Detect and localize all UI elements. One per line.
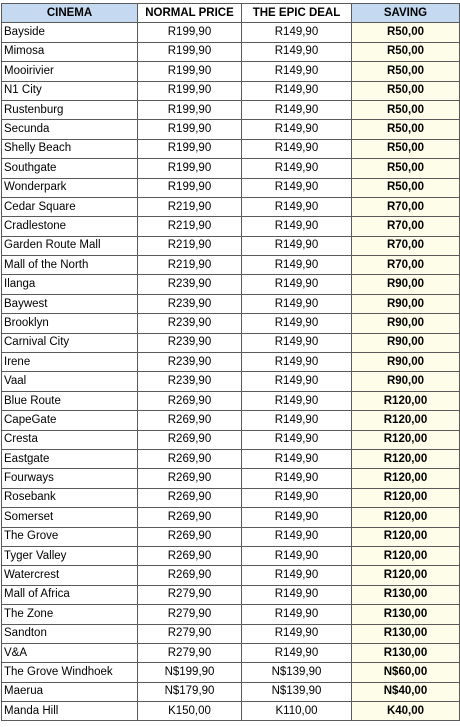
cinema-name-cell: Mall of Africa [2, 585, 138, 604]
cinema-name-cell: Cradlestone [2, 217, 138, 236]
header-epic-deal: THE EPIC DEAL [242, 4, 352, 23]
cinema-name-cell: Irene [2, 353, 138, 372]
cinema-name-cell: Mall of the North [2, 256, 138, 275]
normal-price-cell: R269,90 [138, 527, 242, 546]
cinema-name-cell: Cedar Square [2, 197, 138, 216]
epic-deal-cell: R149,90 [242, 372, 352, 391]
table-row [2, 391, 460, 410]
cinema-name-cell: CapeGate [2, 411, 138, 430]
cinema-name-cell: Maerua [2, 682, 138, 701]
cinema-name-cell: Secunda [2, 120, 138, 139]
epic-deal-cell: R149,90 [242, 353, 352, 372]
header-row [2, 4, 460, 23]
table-row [2, 333, 460, 352]
normal-price-cell: R219,90 [138, 197, 242, 216]
table-row [2, 624, 460, 643]
normal-price-cell: R239,90 [138, 353, 242, 372]
normal-price-cell: R269,90 [138, 508, 242, 527]
header-cinema: CINEMA [2, 4, 138, 23]
header-normal-price: NORMAL PRICE [138, 4, 242, 23]
saving-cell: R50,00 [352, 62, 460, 81]
table-row [2, 546, 460, 565]
saving-cell: R120,00 [352, 546, 460, 565]
epic-deal-cell: R149,90 [242, 643, 352, 662]
table-row [2, 566, 460, 585]
normal-price-cell: R199,90 [138, 139, 242, 158]
normal-price-cell: R199,90 [138, 100, 242, 119]
table-row [2, 159, 460, 178]
normal-price-cell: R199,90 [138, 120, 242, 139]
saving-cell: K40,00 [352, 702, 460, 721]
table-row [2, 314, 460, 333]
table-row [2, 100, 460, 119]
saving-cell: R120,00 [352, 391, 460, 410]
saving-cell: R70,00 [352, 197, 460, 216]
cinema-name-cell: N1 City [2, 81, 138, 100]
table-row [2, 81, 460, 100]
epic-deal-cell: R149,90 [242, 23, 352, 42]
table-row [2, 120, 460, 139]
epic-deal-cell: R149,90 [242, 62, 352, 81]
epic-deal-cell: R149,90 [242, 566, 352, 585]
table-row [2, 508, 460, 527]
cinema-name-cell: The Grove [2, 527, 138, 546]
saving-cell: R90,00 [352, 333, 460, 352]
cinema-name-cell: Vaal [2, 372, 138, 391]
epic-deal-cell: R149,90 [242, 605, 352, 624]
normal-price-cell: R239,90 [138, 294, 242, 313]
epic-deal-cell: R149,90 [242, 294, 352, 313]
epic-deal-cell: R149,90 [242, 314, 352, 333]
epic-deal-cell: R149,90 [242, 178, 352, 197]
normal-price-cell: R269,90 [138, 546, 242, 565]
epic-deal-cell: R149,90 [242, 100, 352, 119]
cinema-name-cell: Eastgate [2, 449, 138, 468]
normal-price-cell: R279,90 [138, 585, 242, 604]
header-saving: SAVING [352, 4, 460, 23]
cinema-name-cell: Brooklyn [2, 314, 138, 333]
saving-cell: R130,00 [352, 643, 460, 662]
cinema-name-cell: Mimosa [2, 42, 138, 61]
cinema-name-cell: V&A [2, 643, 138, 662]
saving-cell: R50,00 [352, 42, 460, 61]
normal-price-cell: R239,90 [138, 314, 242, 333]
cinema-name-cell: Bayside [2, 23, 138, 42]
normal-price-cell: R219,90 [138, 256, 242, 275]
cinema-name-cell: Ilanga [2, 275, 138, 294]
table-row [2, 527, 460, 546]
table-row [2, 217, 460, 236]
normal-price-cell: R219,90 [138, 236, 242, 255]
table-row [2, 256, 460, 275]
cinema-name-cell: Sandton [2, 624, 138, 643]
normal-price-cell: R269,90 [138, 449, 242, 468]
table-row [2, 663, 460, 682]
cinema-name-cell: Cresta [2, 430, 138, 449]
table-row [2, 42, 460, 61]
cinema-name-cell: The Zone [2, 605, 138, 624]
epic-deal-cell: R149,90 [242, 546, 352, 565]
epic-deal-cell: R149,90 [242, 488, 352, 507]
epic-deal-cell: R149,90 [242, 256, 352, 275]
saving-cell: R120,00 [352, 469, 460, 488]
normal-price-cell: R279,90 [138, 624, 242, 643]
epic-deal-cell: R149,90 [242, 217, 352, 236]
epic-deal-cell: K110,00 [242, 702, 352, 721]
table-row [2, 139, 460, 158]
normal-price-cell: R199,90 [138, 23, 242, 42]
table-header [2, 4, 460, 23]
saving-cell: R90,00 [352, 275, 460, 294]
normal-price-cell: R219,90 [138, 217, 242, 236]
cinema-name-cell: Fourways [2, 469, 138, 488]
normal-price-cell: R239,90 [138, 333, 242, 352]
saving-cell: R90,00 [352, 353, 460, 372]
saving-cell: N$60,00 [352, 663, 460, 682]
table-row [2, 449, 460, 468]
saving-cell: R130,00 [352, 605, 460, 624]
epic-deal-cell: R149,90 [242, 391, 352, 410]
saving-cell: R120,00 [352, 430, 460, 449]
epic-deal-cell: R149,90 [242, 333, 352, 352]
table-row [2, 682, 460, 701]
table-row [2, 353, 460, 372]
table-row [2, 585, 460, 604]
saving-cell: R50,00 [352, 178, 460, 197]
epic-deal-cell: R149,90 [242, 81, 352, 100]
cinema-name-cell: Watercrest [2, 566, 138, 585]
normal-price-cell: K150,00 [138, 702, 242, 721]
normal-price-cell: R239,90 [138, 275, 242, 294]
epic-deal-cell: R149,90 [242, 585, 352, 604]
normal-price-cell: R239,90 [138, 372, 242, 391]
normal-price-cell: N$179,90 [138, 682, 242, 701]
saving-cell: R70,00 [352, 256, 460, 275]
cinema-name-cell: Shelly Beach [2, 139, 138, 158]
cinema-name-cell: Mooirivier [2, 62, 138, 81]
normal-price-cell: R269,90 [138, 469, 242, 488]
saving-cell: R50,00 [352, 100, 460, 119]
epic-deal-cell: R149,90 [242, 449, 352, 468]
cinema-name-cell: Somerset [2, 508, 138, 527]
normal-price-cell: R269,90 [138, 566, 242, 585]
cinema-name-cell: Wonderpark [2, 178, 138, 197]
epic-deal-cell: R149,90 [242, 236, 352, 255]
saving-cell: R50,00 [352, 23, 460, 42]
saving-cell: R70,00 [352, 236, 460, 255]
saving-cell: R130,00 [352, 585, 460, 604]
table-row [2, 372, 460, 391]
table-row [2, 236, 460, 255]
epic-deal-cell: R149,90 [242, 197, 352, 216]
normal-price-cell: R199,90 [138, 178, 242, 197]
epic-deal-cell: R149,90 [242, 527, 352, 546]
saving-cell: R90,00 [352, 314, 460, 333]
saving-cell: R50,00 [352, 139, 460, 158]
epic-deal-cell: R149,90 [242, 469, 352, 488]
normal-price-cell: R269,90 [138, 488, 242, 507]
cinema-name-cell: Garden Route Mall [2, 236, 138, 255]
normal-price-cell: R269,90 [138, 411, 242, 430]
cinema-name-cell: Manda Hill [2, 702, 138, 721]
saving-cell: R120,00 [352, 488, 460, 507]
saving-cell: R50,00 [352, 81, 460, 100]
epic-deal-cell: R149,90 [242, 624, 352, 643]
normal-price-cell: R199,90 [138, 42, 242, 61]
saving-cell: R70,00 [352, 217, 460, 236]
table-row [2, 197, 460, 216]
normal-price-cell: R199,90 [138, 159, 242, 178]
normal-price-cell: R199,90 [138, 81, 242, 100]
cinema-name-cell: Rustenburg [2, 100, 138, 119]
normal-price-cell: N$199,90 [138, 663, 242, 682]
saving-cell: R50,00 [352, 120, 460, 139]
normal-price-cell: R279,90 [138, 605, 242, 624]
table-body [2, 23, 460, 721]
saving-cell: R120,00 [352, 411, 460, 430]
saving-cell: R50,00 [352, 159, 460, 178]
epic-deal-cell: N$139,90 [242, 682, 352, 701]
epic-deal-cell: R149,90 [242, 139, 352, 158]
table-row [2, 643, 460, 662]
saving-cell: N$40,00 [352, 682, 460, 701]
cinema-name-cell: Rosebank [2, 488, 138, 507]
normal-price-cell: R269,90 [138, 430, 242, 449]
cinema-name-cell: Tyger Valley [2, 546, 138, 565]
table-row [2, 23, 460, 42]
cinema-name-cell: The Grove Windhoek [2, 663, 138, 682]
table-row [2, 469, 460, 488]
saving-cell: R130,00 [352, 624, 460, 643]
normal-price-cell: R199,90 [138, 62, 242, 81]
epic-deal-cell: R149,90 [242, 159, 352, 178]
saving-cell: R120,00 [352, 508, 460, 527]
epic-deal-cell: R149,90 [242, 42, 352, 61]
saving-cell: R90,00 [352, 294, 460, 313]
table-row [2, 411, 460, 430]
cinema-price-table [1, 3, 460, 721]
epic-deal-cell: R149,90 [242, 120, 352, 139]
epic-deal-cell: R149,90 [242, 275, 352, 294]
saving-cell: R120,00 [352, 449, 460, 468]
normal-price-cell: R279,90 [138, 643, 242, 662]
table-row [2, 178, 460, 197]
cinema-name-cell: Blue Route [2, 391, 138, 410]
cinema-name-cell: Carnival City [2, 333, 138, 352]
normal-price-cell: R269,90 [138, 391, 242, 410]
saving-cell: R120,00 [352, 566, 460, 585]
table-row [2, 275, 460, 294]
epic-deal-cell: N$139,90 [242, 663, 352, 682]
cinema-name-cell: Southgate [2, 159, 138, 178]
table-row [2, 605, 460, 624]
table-row [2, 702, 460, 721]
epic-deal-cell: R149,90 [242, 430, 352, 449]
saving-cell: R90,00 [352, 372, 460, 391]
table-row [2, 430, 460, 449]
cinema-name-cell: Baywest [2, 294, 138, 313]
saving-cell: R120,00 [352, 527, 460, 546]
table-row [2, 62, 460, 81]
table-row [2, 488, 460, 507]
epic-deal-cell: R149,90 [242, 508, 352, 527]
table-row [2, 294, 460, 313]
epic-deal-cell: R149,90 [242, 411, 352, 430]
